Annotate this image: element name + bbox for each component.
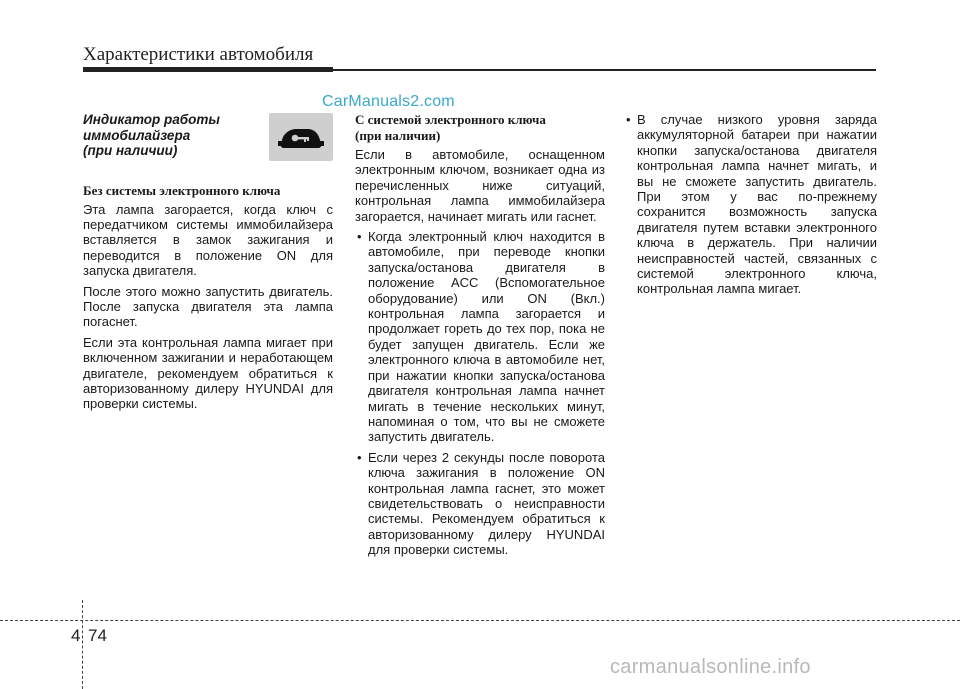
section-heading-line: (при наличии) (355, 128, 441, 143)
section-heading-line: С системой электронного ключа (355, 112, 546, 127)
section-heading: Без системы электронного ключа (83, 182, 281, 198)
footer-vertical-divider (82, 600, 83, 689)
section-heading (355, 112, 605, 144)
page-header-title: Характеристики автомобиля (83, 44, 314, 65)
car-key-icon (269, 113, 333, 161)
indicator-title-line: Индикатор работы (83, 112, 220, 127)
column-middle (355, 112, 605, 563)
header-rule-accent (83, 67, 333, 72)
paragraph: После этого можно запустить двигатель. После запуска двигателя эта лампа погаснет. (83, 283, 333, 330)
bullet-item: • Когда электронный ключ находится в автомобиле, при переводе кнопки запуска/останова двигателя в положение ACC (Вспомогательное оборудование) или ON (Вкл.) контрольная лампа загорается и продолжает гореть до тех пор, пока не будет запущен двигатель. Если же электронного ключа в автомобиле нет, при нажатии кнопки запуска/останова двигателя контрольная лампа начнет мигать в течение нескольких минут, напоминая о том, что вы не сможете запустить двигатель. (355, 229, 605, 445)
paragraph: Эта лампа загорается, когда ключ с передатчиком системы иммобилайзера вставляется в замок зажигания и переводится в положение ON для запуска двигателя. (83, 201, 333, 279)
paragraph: Если в автомобиле, оснащенном электронным ключом, возникает одна из перечисленных ниже ситуаций, контрольная лампа иммобилайзера загорается, начинает мигать или гаснет. (355, 147, 605, 224)
paragraph: Если эта контрольная лампа мигает при включенном зажигании и неработающем двигателе, рекомендуем обратиться к авторизованному дилеру HYUNDAI для проверки системы. (83, 334, 333, 412)
watermark-top[interactable]: CarManuals2.com (322, 93, 455, 110)
footer-divider (0, 620, 960, 621)
indicator-title-line: (при наличии) (83, 143, 178, 158)
bullet-item: • В случае низкого уровня заряда аккумуляторной батареи при нажатии кнопки запуска/останова двигателя контрольная лампа начнет мигать, и вы не сможете запустить двигатель. При этом у вас по-прежнему сохранится возможность запуска двигателя путем вставки электронного ключа в держатель. При наличии неисправностей частей, связанных с системой электронного ключа, контрольная лампа мигает. (624, 112, 877, 297)
page-number: 74 (88, 626, 107, 645)
indicator-title (83, 112, 248, 159)
chapter-number: 4 (71, 626, 81, 645)
watermark-bottom[interactable]: carmanualsonline.info (610, 656, 811, 678)
indicator-title-line: иммобилайзера (83, 127, 191, 143)
bullet-item: • Если через 2 секунды после поворота ключа зажигания в положение ON контрольная лампа гаснет, это может свидетельствовать о неисправности системы. Рекомендуем обратиться к авторизованному дилеру HYUNDAI для проверки системы. (355, 450, 605, 558)
column-right (624, 112, 877, 302)
